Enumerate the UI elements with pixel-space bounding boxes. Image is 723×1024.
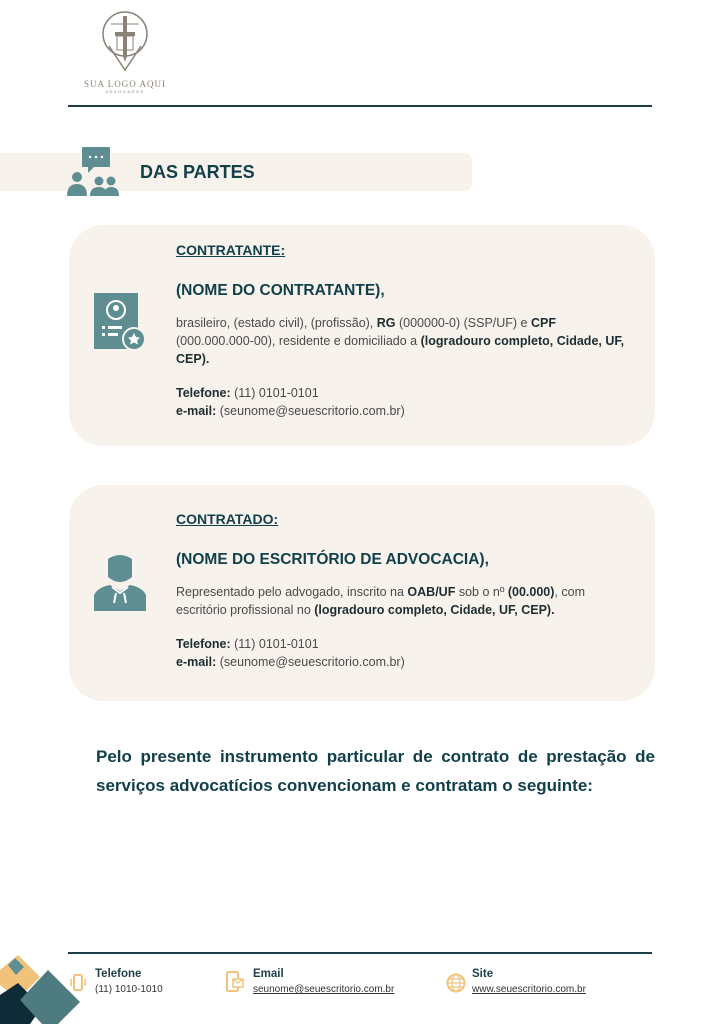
text-bold: (logradouro completo, Cidade, UF, CEP). bbox=[176, 334, 625, 366]
section-title: DAS PARTES bbox=[140, 162, 255, 182]
footer-phone bbox=[68, 968, 163, 995]
email-label: e-mail: bbox=[176, 655, 217, 669]
email-value: (seunome@seuescritorio.com.br) bbox=[216, 655, 405, 669]
contratante-description bbox=[176, 314, 636, 368]
logo-subtitle: ADVOGADOS bbox=[105, 89, 145, 94]
footer-email bbox=[225, 968, 394, 995]
meeting-people-icon bbox=[66, 146, 120, 198]
text-bold: (logradouro completo, Cidade, UF, CEP). bbox=[314, 603, 555, 617]
contratado-email bbox=[176, 653, 636, 671]
footer-phone-value: (11) 1010-1010 bbox=[95, 984, 163, 995]
contratado-name: (NOME DO ESCRITÓRIO DE ADVOCACIA), bbox=[176, 551, 489, 568]
email-device-icon bbox=[225, 971, 245, 993]
logo-title: SUA LOGO AQUI bbox=[83, 79, 166, 89]
header-divider bbox=[68, 105, 652, 107]
email-value: (seunome@seuescritorio.com.br) bbox=[216, 404, 405, 418]
text: brasileiro, (estado civil), (profissão), bbox=[176, 316, 377, 330]
email-label: e-mail: bbox=[176, 404, 217, 418]
text: , com escritório profissional no bbox=[176, 585, 585, 617]
footer-site bbox=[446, 968, 586, 995]
phone-value: (11) 0101-0101 bbox=[230, 637, 319, 651]
contratante-email bbox=[176, 402, 636, 420]
mobile-phone-icon bbox=[68, 973, 88, 993]
contratante-phone bbox=[176, 384, 636, 402]
contratante-label: CONTRATANTE: bbox=[176, 242, 286, 258]
footer-site-link[interactable]: www.seuescritorio.com.br bbox=[472, 984, 586, 995]
text: (000000-0) (SSP/UF) e bbox=[395, 316, 531, 330]
phone-label: Telefone: bbox=[176, 386, 231, 400]
footer-divider bbox=[68, 952, 652, 954]
footer-phone-title: Telefone bbox=[95, 968, 142, 980]
text: (000.000.000-00), residente e domiciliado a bbox=[176, 334, 421, 348]
logo-emblem-icon bbox=[99, 10, 151, 72]
text: sob o nº bbox=[455, 585, 508, 599]
globe-icon bbox=[446, 973, 466, 993]
contratante-name: (NOME DO CONTRATANTE), bbox=[176, 282, 385, 299]
contratado-label: CONTRATADO: bbox=[176, 511, 279, 527]
lawyer-icon bbox=[94, 555, 146, 611]
text-bold: RG bbox=[376, 316, 396, 330]
closing-paragraph: Pelo presente instrumento particular de contrato de prestação de serviços advocatícios convencionam e contratam o seguinte: bbox=[96, 747, 655, 795]
footer-email-link[interactable]: seunome@seuescritorio.com.br bbox=[253, 984, 395, 995]
footer-email-title: Email bbox=[253, 968, 284, 980]
footer-site-title: Site bbox=[472, 968, 494, 980]
phone-label: Telefone: bbox=[176, 637, 231, 651]
text: Representado pelo advogado, inscrito na bbox=[176, 585, 408, 599]
phone-value: (11) 0101-0101 bbox=[230, 386, 319, 400]
text-bold: CPF bbox=[530, 316, 556, 330]
contratado-phone bbox=[176, 635, 636, 653]
text-bold: (00.000) bbox=[507, 585, 555, 599]
text-bold: OAB/UF bbox=[407, 585, 456, 599]
id-profile-icon bbox=[94, 293, 148, 351]
contratado-description bbox=[176, 583, 636, 619]
logo bbox=[80, 10, 170, 94]
